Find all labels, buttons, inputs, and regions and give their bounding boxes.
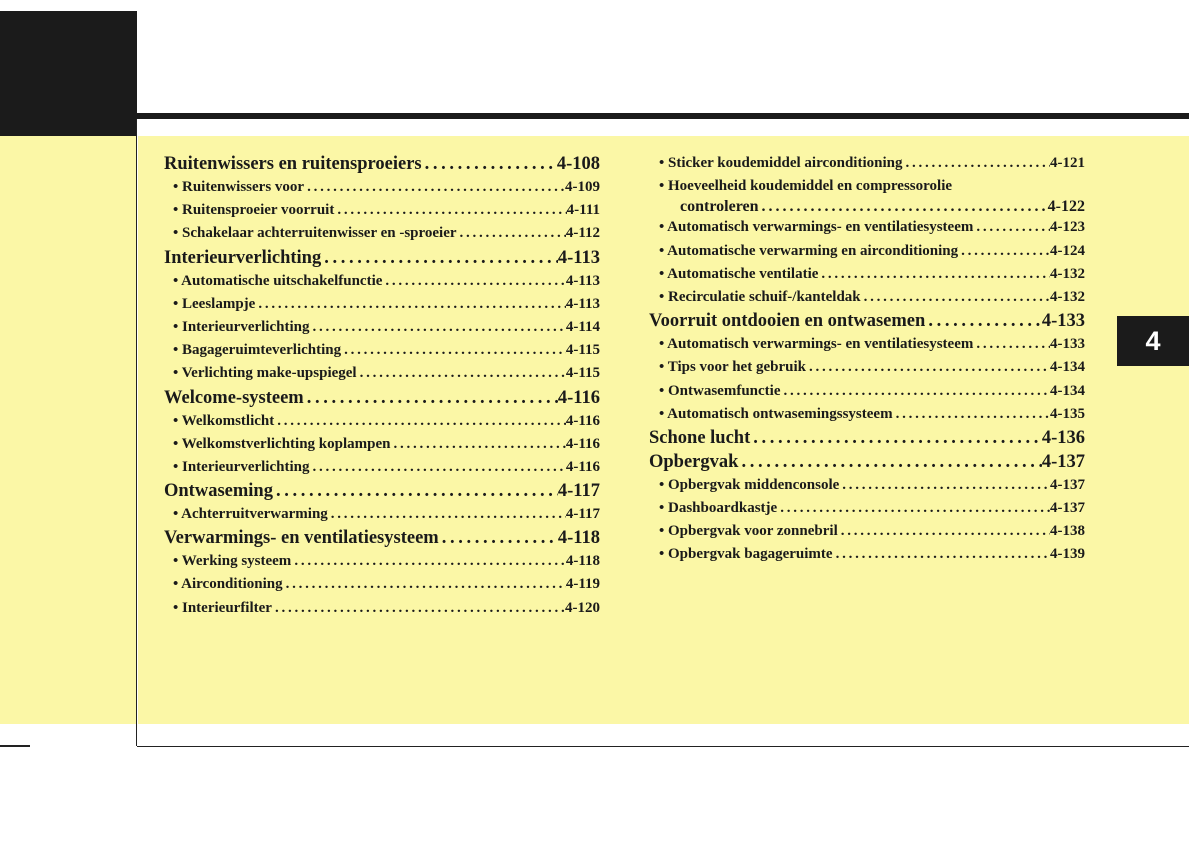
toc-subentry[interactable] — [164, 270, 600, 293]
toc-section-entry[interactable] — [164, 526, 600, 550]
dot-leader — [255, 293, 566, 316]
dot-leader — [304, 386, 558, 410]
toc-left-column — [164, 152, 600, 620]
dot-leader — [304, 176, 565, 199]
toc-entry-label: Opbergvak — [649, 451, 739, 472]
toc-page-number: 4-116 — [565, 435, 600, 452]
toc-page-number: 4-111 — [566, 202, 600, 219]
toc-page-number: 4-133 — [1041, 311, 1085, 332]
toc-entry-label: • Welkomstverlichting koplampen — [173, 435, 391, 452]
toc-entry-label: • Automatische verwarming en airconditioning — [659, 242, 959, 259]
toc-page-number: 4-115 — [565, 365, 600, 382]
toc-entry-label: • Achterruitverwarming — [173, 506, 328, 523]
toc-entry-label: • Airconditioning — [173, 576, 283, 593]
dot-leader — [334, 199, 566, 222]
toc-subentry[interactable] — [649, 403, 1085, 426]
toc-subentry[interactable] — [164, 503, 600, 526]
toc-subentry[interactable] — [649, 497, 1085, 520]
dot-leader — [291, 550, 566, 573]
toc-subentry[interactable] — [649, 240, 1085, 263]
toc-entry-label: • Automatisch ontwasemingssysteem — [659, 405, 893, 422]
toc-subentry[interactable] — [649, 263, 1085, 286]
toc-entry-label: • Hoeveelheid koudemiddel en compressorolie — [659, 178, 953, 195]
toc-page-number: 4-118 — [557, 528, 600, 549]
toc-subentry[interactable] — [649, 356, 1085, 379]
toc-page-number: 4-135 — [1050, 405, 1085, 422]
toc-entry-label: • Automatisch verwarmings- en ventilatiesysteem — [659, 219, 974, 236]
dot-leader — [893, 403, 1050, 426]
toc-entry-label: • Schakelaar achterruitenwisser en -sproeier — [173, 225, 457, 242]
toc-entry-label: • Interieurverlichting — [173, 318, 310, 335]
toc-page-number: 4-120 — [565, 599, 600, 616]
dot-leader — [272, 597, 565, 620]
toc-entry-label: • Ruitenwissers voor — [173, 179, 305, 195]
toc-page-number: 4-117 — [565, 506, 600, 523]
dot-leader — [357, 362, 566, 385]
toc-entry-label: controleren — [680, 198, 759, 216]
toc-page-number: 4-116 — [557, 387, 600, 408]
toc-subentry[interactable] — [164, 293, 600, 316]
toc-page-number: 4-112 — [565, 225, 600, 242]
dot-leader — [973, 333, 1050, 356]
toc-page-number: 4-113 — [557, 247, 600, 268]
toc-page-number: 4-116 — [565, 458, 600, 475]
toc-entry-label: • Ruitensproeier voorruit — [173, 202, 335, 219]
dot-leader — [309, 316, 565, 339]
toc-page-number: 4-137 — [1041, 451, 1085, 472]
dot-leader — [382, 270, 565, 293]
toc-entry-label: • Ontwasemfunctie — [659, 382, 781, 399]
toc-section-entry[interactable] — [164, 386, 600, 410]
footer-rule-left — [0, 745, 30, 747]
dot-leader — [781, 380, 1051, 403]
toc-page-number: 4-137 — [1050, 500, 1085, 517]
toc-subentry[interactable] — [164, 550, 600, 573]
dot-leader — [759, 198, 1048, 216]
dot-leader — [274, 410, 566, 433]
toc-page-number: 4-134 — [1050, 382, 1085, 399]
toc-entry-label: Interieurverlichting — [164, 247, 322, 268]
toc-subentry[interactable] — [164, 199, 600, 222]
dot-leader — [838, 520, 1050, 543]
dot-leader — [321, 246, 558, 270]
toc-entry-label: Ruitenwissers en ruitensproeiers — [164, 154, 422, 174]
toc-entry-label: • Opbergvak voor zonnebril — [659, 523, 838, 540]
toc-subentry[interactable] — [164, 410, 600, 433]
toc-entry-label: • Werking systeem — [173, 553, 292, 570]
dot-leader — [925, 309, 1042, 333]
toc-page-number: 4-119 — [565, 576, 600, 593]
toc-entry-label: Welcome-systeem — [164, 387, 304, 408]
toc-entry-label: Verwarmings- en ventilatiesysteem — [164, 528, 439, 549]
toc-entry-label: • Verlichting make-upspiegel — [173, 365, 357, 382]
toc-entry-label: • Welkomstlicht — [173, 412, 275, 429]
toc-page-number: 4-139 — [1050, 546, 1085, 563]
toc-subentry[interactable] — [164, 433, 600, 456]
toc-page-number: 4-138 — [1050, 523, 1085, 540]
toc-page-number: 4-113 — [565, 295, 600, 312]
toc-entry-label: • Leeslampje — [173, 295, 256, 312]
toc-page-number: 4-123 — [1050, 219, 1085, 236]
dot-leader — [818, 263, 1050, 286]
toc-page-number: 4-116 — [565, 412, 600, 429]
header-rule — [137, 113, 1189, 119]
toc-entry-label: Ontwaseming — [164, 481, 273, 502]
dot-leader — [273, 479, 558, 503]
toc-subentry[interactable] — [164, 316, 600, 339]
toc-page-number: 4-122 — [1047, 198, 1085, 216]
toc-page-number: 4-124 — [1050, 242, 1085, 259]
margin-panel — [0, 136, 137, 724]
toc-section-entry[interactable] — [649, 309, 1085, 333]
toc-page-number: 4-108 — [556, 154, 600, 174]
dot-leader — [422, 152, 557, 176]
toc-entry-label: Voorruit ontdooien en ontwasemen — [649, 311, 926, 332]
toc-page-number: 4-132 — [1050, 265, 1085, 282]
toc-page-number: 4-121 — [1050, 155, 1085, 171]
toc-subentry[interactable] — [649, 543, 1085, 566]
toc-entry-label: • Automatisch verwarmings- en ventilatiesysteem — [659, 336, 974, 353]
dot-leader — [973, 216, 1050, 239]
dot-leader — [861, 286, 1050, 309]
dot-leader — [777, 497, 1050, 520]
dot-leader — [341, 339, 566, 362]
toc-page-number: 4-113 — [565, 272, 600, 289]
toc-subentry[interactable] — [649, 175, 1085, 198]
toc-subentry[interactable] — [164, 456, 600, 479]
toc-subentry[interactable] — [649, 152, 1085, 175]
toc-entry-label: • Bagageruimteverlichting — [173, 342, 342, 359]
chapter-tab[interactable]: 4 — [1117, 316, 1189, 366]
dot-leader — [309, 456, 565, 479]
dot-leader — [738, 450, 1041, 474]
toc-section-entry[interactable] — [164, 152, 600, 176]
toc-entry-label: Schone lucht — [649, 427, 751, 448]
toc-entry-label: • Dashboardkastje — [659, 500, 778, 517]
toc-page-number: 4-137 — [1050, 476, 1085, 493]
footer-rule — [137, 746, 1189, 747]
toc-entry-label: • Opbergvak bagageruimte — [659, 546, 833, 563]
toc-subentry[interactable] — [164, 176, 600, 199]
vertical-divider — [136, 119, 137, 746]
toc-page-number: 4-133 — [1050, 336, 1085, 353]
dot-leader — [391, 433, 566, 456]
dot-leader — [839, 474, 1050, 497]
toc-entry-label: • Tips voor het gebruik — [659, 359, 806, 376]
toc-section-entry[interactable] — [164, 246, 600, 270]
dot-leader — [833, 543, 1050, 566]
dot-leader — [457, 222, 566, 245]
toc-page-number: 4-109 — [565, 179, 600, 195]
toc-section-entry[interactable] — [649, 450, 1085, 474]
toc-entry-label: • Opbergvak middenconsole — [659, 476, 840, 493]
toc-page-number: 4-118 — [565, 553, 600, 570]
dot-leader — [903, 152, 1051, 175]
header-black-block — [0, 11, 137, 136]
toc-page-number: 4-132 — [1050, 288, 1085, 305]
toc-subentry[interactable] — [649, 216, 1085, 239]
dot-leader — [806, 356, 1050, 379]
toc-subentry[interactable] — [649, 198, 1085, 216]
toc-subentry[interactable] — [649, 286, 1085, 309]
toc-page-number: 4-134 — [1050, 359, 1085, 376]
toc-entry-label: • Recirculatie schuif-/kanteldak — [659, 288, 861, 305]
dot-leader — [283, 573, 566, 596]
toc-entry-label: • Interieurverlichting — [173, 458, 310, 475]
toc-subentry[interactable] — [164, 339, 600, 362]
toc-page-number: 4-115 — [565, 342, 600, 359]
toc-subentry[interactable] — [164, 573, 600, 596]
toc-section-entry[interactable] — [164, 479, 600, 503]
toc-subentry[interactable] — [164, 222, 600, 245]
toc-subentry[interactable] — [649, 520, 1085, 543]
toc-subentry[interactable] — [164, 362, 600, 385]
toc-subentry[interactable] — [649, 474, 1085, 497]
dot-leader — [328, 503, 566, 526]
toc-entry-label: • Automatische uitschakelfunctie — [173, 272, 383, 289]
toc-entry-label: • Interieurfilter — [173, 599, 272, 616]
toc-page-number: 4-117 — [557, 481, 600, 502]
toc-entry-label: • Automatische ventilatie — [659, 265, 819, 282]
dot-leader — [439, 526, 558, 550]
toc-section-entry[interactable] — [649, 426, 1085, 450]
toc-page-number: 4-114 — [565, 318, 600, 335]
dot-leader — [958, 240, 1050, 263]
toc-subentry[interactable] — [649, 333, 1085, 356]
toc-right-column — [649, 152, 1085, 567]
toc-subentry[interactable] — [649, 380, 1085, 403]
toc-subentry[interactable] — [164, 597, 600, 620]
toc-entry-label: • Sticker koudemiddel airconditioning — [659, 155, 903, 171]
toc-page-number: 4-136 — [1041, 427, 1085, 448]
dot-leader — [750, 426, 1042, 450]
